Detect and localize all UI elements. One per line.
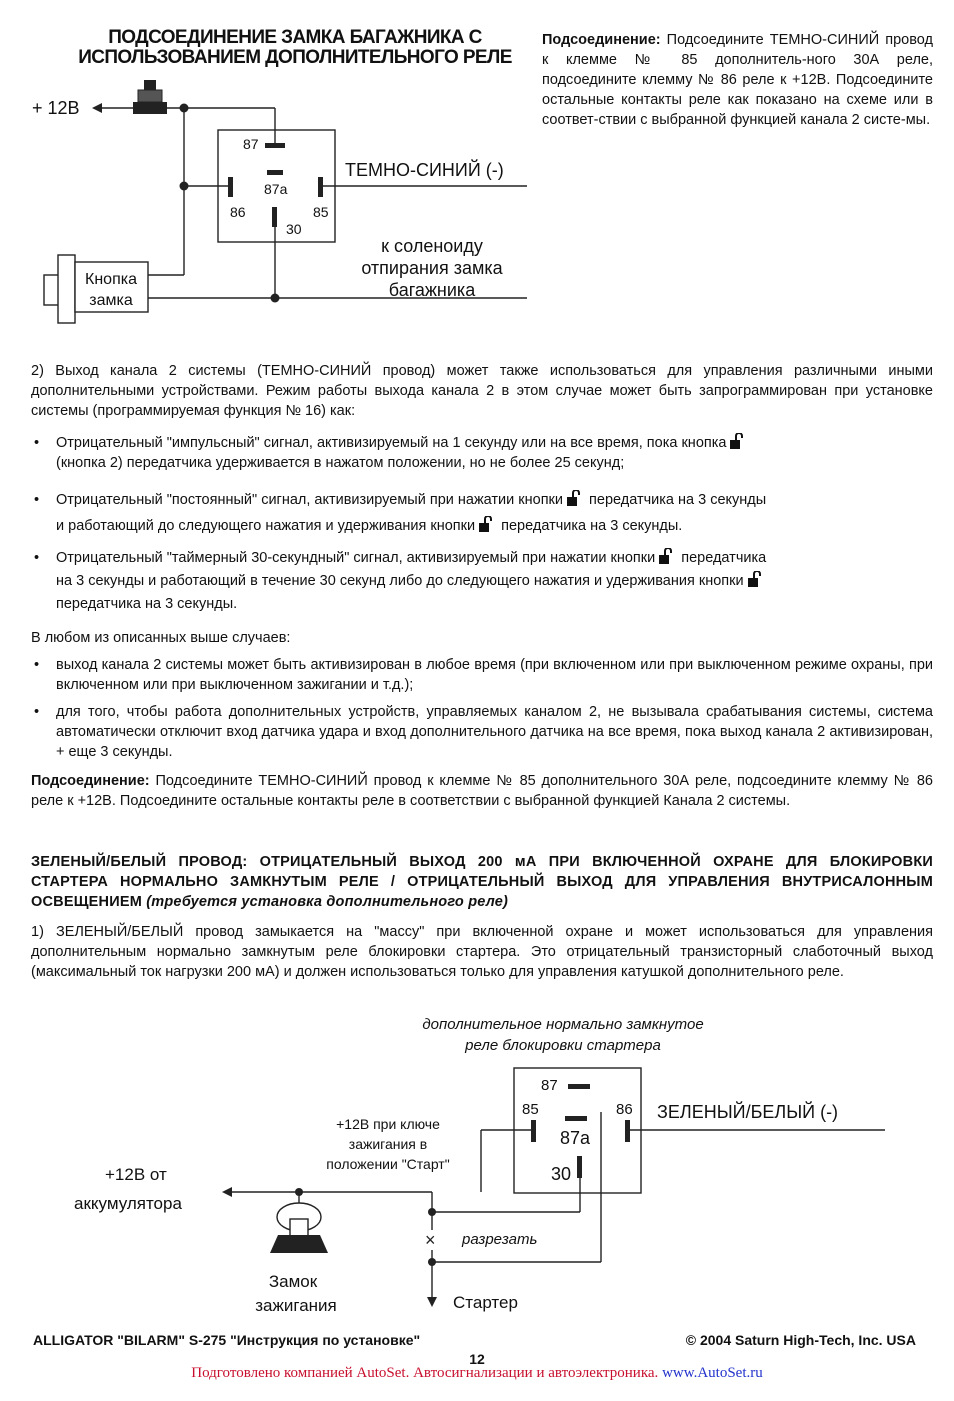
pin86-label: 86 xyxy=(230,204,246,220)
pin85-label: 85 xyxy=(313,204,329,220)
any-case-text: В любом из описанных выше случаев: xyxy=(31,630,291,646)
pin85-label: 85 xyxy=(522,1101,539,1118)
list-item: • Отрицательный "таймерный 30-секундный" сигнал, активизируемый при нажатии кнопки передатчика на 3 секунды и работающий в течение 30 секунд либо до следующего нажатия и удерживания кнопки передатчика на 3 секунды. xyxy=(34,550,767,612)
relay-caption-1: дополнительное нормально замкнутое xyxy=(422,1016,704,1033)
ignition-start-label-2: зажигания в xyxy=(348,1136,428,1152)
cut-mark-icon: × xyxy=(425,1230,436,1250)
section-title-trunk-release: ПОДСОЕДИНЕНИЕ ЗАМКА БАГАЖНИКА С ИСПОЛЬЗОВАНИЕМ ДОПОЛНИТЕЛЬНОГО РЕЛЕ xyxy=(78,27,512,68)
pin87-label: 87 xyxy=(243,136,259,152)
ignition-start-label-3: положении "Старт" xyxy=(326,1156,450,1172)
starter-relay-diagram xyxy=(0,1005,954,1335)
button-label-2: замка xyxy=(89,292,133,309)
paragraph-channel2: 2) Выход канала 2 системы (ТЕМНО-СИНИЙ провод) может также использоваться для управления различными иными дополнительными устройствами. Режим работы выхода канала 2 в этом случае может быть запрограммирован при установке системы (программируемая функция № 16) как: xyxy=(31,363,933,419)
solenoid-label-3: багажника xyxy=(388,280,476,300)
footer-manual-title: ALLIGATOR "BILARM" S-275 "Инструкция по установке" xyxy=(33,1332,421,1348)
page-number: 12 xyxy=(469,1351,485,1367)
paragraph-green-white: 1) ЗЕЛЕНЫЙ/БЕЛЫЙ провод замыкается на "массу" при включенной охране и может использоваться для управления дополнительным нормально замкнутым реле блокировки стартера. Это отрицательный транзисторный слаботочный выход (максимальный ток нагрузки 200 мА) и должен использоваться только для управления катушкой дополнительного реле. xyxy=(31,924,933,980)
trunk-button-icon xyxy=(44,255,148,323)
solenoid-label-1: к соленоиду xyxy=(381,236,483,256)
relay-caption-2: реле блокировки стартера xyxy=(465,1037,661,1054)
button-label-1: Кнопка xyxy=(85,271,137,288)
pin87a-label: 87а xyxy=(560,1128,591,1148)
battery-label-2: аккумулятора xyxy=(74,1194,182,1213)
credit-line: Подготовлено компанией AutoSet. Автосигнализации и автоэлектроника. www.AutoSet.ru xyxy=(191,1365,763,1381)
connection-paragraph-2: Подсоединение: Подсоедините ТЕМНО-СИНИЙ провод к клемме № 85 дополнительного 30А реле, подсоедините клемму № 86 реле к +12В. Подсоедините остальные контакты реле в соответствии с выбранной функцией Канала 2 системы. xyxy=(31,773,933,809)
unlock-icon xyxy=(567,490,581,506)
autoset-link[interactable]: www.AutoSet.ru xyxy=(662,1365,763,1381)
dark-blue-wire-label: ТЕМНО-СИНИЙ (-) xyxy=(345,160,504,180)
cut-label: разрезать xyxy=(462,1231,538,1248)
list-item: • для того, чтобы работа дополнительных устройств, управляемых каналом 2, не вызывала срабатывания системы, система автоматически отключит вход датчика удара и вход дополнительного датчика на все время, пока выход канала 2 активизирован, + еще 3 секунды. xyxy=(34,704,933,760)
ignition-lock-icon xyxy=(270,1203,328,1253)
list-item: • Отрицательный "постоянный" сигнал, активизируемый при нажатии кнопки передатчика на 3 секунды и работающий до следующего нажатия и удерживания кнопки передатчика на 3 секунды. xyxy=(34,492,767,534)
ignition-lock-label-1: Замок xyxy=(268,1272,318,1291)
connection-paragraph-top: Подсоединение: Подсоедините ТЕМНО-СИНИЙ провод к клемме № 85 дополнитель-ного 30А реле, подсоедините клемму № 86 реле к +12В. Подсоедините остальные контакты реле как показано на схеме или в соответ-ствии с выбранной функцией канала 2 систе-мы. xyxy=(542,32,933,128)
plus12v-label: + 12В xyxy=(32,98,80,118)
unlock-icon xyxy=(479,516,493,532)
unlock-icon xyxy=(730,433,744,449)
fuse-icon xyxy=(133,80,167,114)
trunk-relay-diagram xyxy=(0,0,954,340)
pin87-label: 87 xyxy=(541,1077,558,1094)
solenoid-label-2: отпирания замка xyxy=(361,258,503,278)
starter-label: Стартер xyxy=(453,1293,518,1312)
section-heading-green-white: ЗЕЛЕНЫЙ/БЕЛЫЙ ПРОВОД: ОТРИЦАТЕЛЬНЫЙ ВЫХОД 200 мА ПРИ ВКЛЮЧЕННОЙ ОХРАНЕ ДЛЯ БЛОКИРОВКИ СТАРТЕРА НОРМАЛЬНО ЗАМКНУТЫМ РЕЛЕ / ОТРИЦАТЕЛЬНЫЙ ВЫХОД ДЛЯ УПРАВЛЕНИЯ ВНУТРИСАЛОННЫМ ОСВЕЩЕНИЕМ (требуется установка дополнительного реле) xyxy=(31,854,933,910)
pin30-label: 30 xyxy=(551,1164,572,1184)
unlock-icon xyxy=(748,571,762,587)
list-item: • Отрицательный "импульсный" сигнал, активизируемый на 1 секунду или на все время, пока кнопка (кнопка 2) передатчика удерживается в нажатом положении, но не более 25 секунд; xyxy=(56,433,933,473)
green-white-wire-label: ЗЕЛЕНЫЙ/БЕЛЫЙ (-) xyxy=(657,1102,839,1122)
ignition-start-label-1: +12В при ключе xyxy=(336,1116,440,1132)
unlock-icon xyxy=(659,548,673,564)
pin30-label: 30 xyxy=(286,221,302,237)
ignition-lock-label-2: зажигания xyxy=(255,1296,337,1315)
list-item: • выход канала 2 системы может быть активизирован в любое время (при включенном или при выключенном режиме охраны, при включенном или при выключенном зажигании и т.д.); xyxy=(34,657,933,693)
battery-label-1: +12В от xyxy=(105,1165,167,1184)
footer-copyright: © 2004 Saturn High-Tech, Inc. USA xyxy=(685,1332,916,1348)
pin87a-label: 87а xyxy=(264,181,288,197)
pin86-label: 86 xyxy=(616,1101,633,1118)
